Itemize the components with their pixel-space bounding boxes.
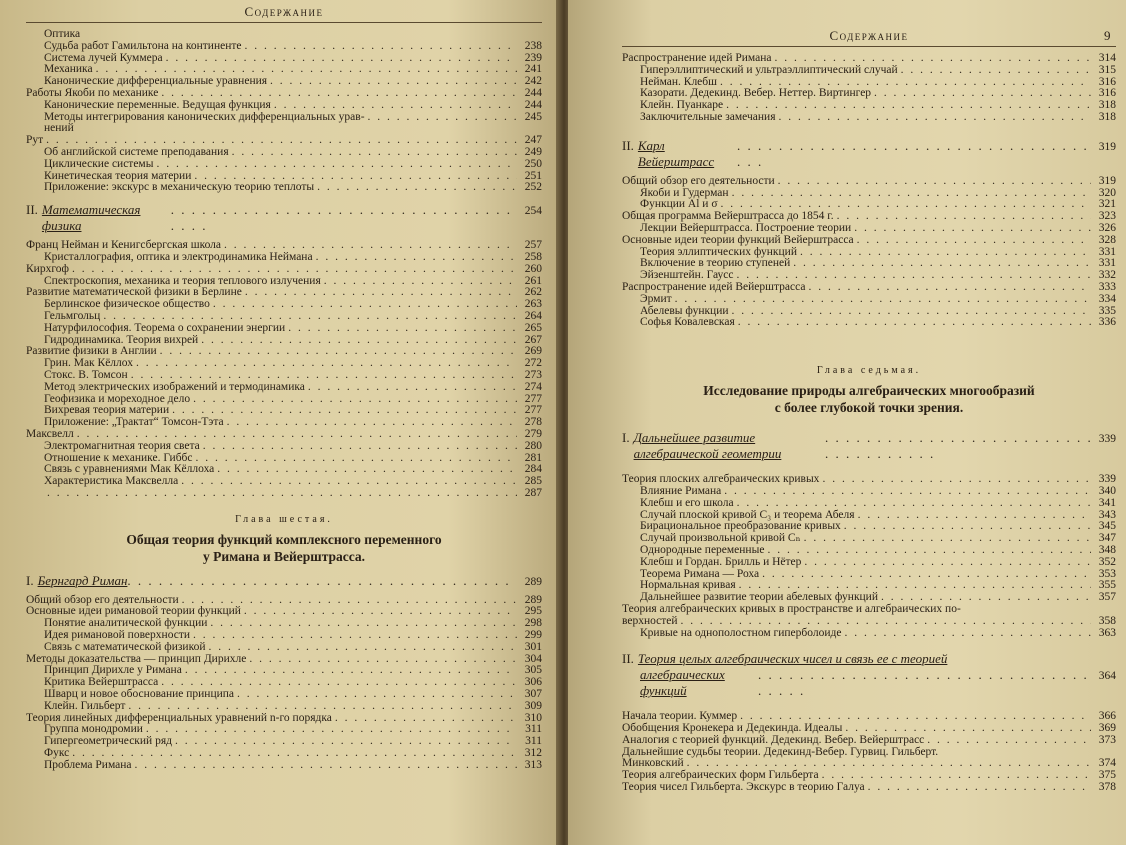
section-title-cont: алгебраических функций [640,667,725,699]
toc-entry-title: Методы интегрирования канонических дифференциальных урав- [44,110,365,123]
chapter-label: Глава шестая. [235,513,333,525]
toc-entry-page: 326 [1098,221,1116,234]
toc-entry-page: 242 [524,75,542,88]
toc-entry [26,417,542,429]
toc-entry-title: Механика [44,63,93,76]
toc-entry-page: 374 [1098,757,1116,770]
section-roman: I. [26,572,34,588]
toc-entry-page: 267 [524,333,542,346]
toc-entry-title: Клейн. Пуанкаре [640,99,724,112]
toc-entry-page: 301 [524,640,542,653]
toc-entry-page: 280 [524,439,542,452]
toc-entry-page: 355 [1098,579,1116,592]
toc-entry-title: Влияние Римана [640,484,722,497]
toc-entry-title: Нормальная кривая [640,579,736,592]
toc-entry-page: 352 [1098,555,1116,568]
toc-entry-page: 265 [524,321,542,334]
toc-entry-page: 241 [524,63,542,76]
toc-entry [26,112,542,124]
toc-entry-title: Электромагнитная теория света [44,439,200,452]
section-roman: II. [26,202,38,218]
toc-entry-title: Абелевы функции [640,304,729,317]
toc-entry [26,147,542,159]
toc-entry-title: Об английской системе преподавания [44,145,229,158]
section-title: Математическая физика [41,202,141,234]
toc-entry-page: 305 [524,664,542,677]
toc-entry-title: Нейман. Клебш [640,75,717,88]
toc-entry-title: Система лучей Куммера [44,51,163,64]
toc-entry-page: 250 [524,157,542,170]
toc-entry-title: верхностей [622,614,678,627]
toc-entry [622,616,1116,628]
toc-entry-page: 375 [1098,769,1116,782]
toc-entry-page: 264 [524,309,542,322]
toc-entry-page: 363 [1098,626,1116,639]
chapter-label: Глава седьмая. [816,365,922,377]
running-head-right [622,28,1116,47]
toc-entry [622,557,1116,569]
toc-entry-title: Вихревая теория материи [44,404,170,417]
toc-entry-title: Теория эллиптических функций [640,245,797,258]
toc-entry-title: Начала теории. Куммер [622,710,738,723]
toc-entry-title: Аналогия с теорией функций. Дедекинд. Вебер. Вейерштрасс [622,733,925,746]
toc-entry-page: 307 [524,688,542,701]
toc-entry-page: 277 [524,392,542,405]
toc-entry-title: Клейн. Гильберт [44,699,126,712]
toc-entry-title: Функции Al и σ [640,198,718,211]
toc-list [622,176,1116,329]
toc-entry-title: Распространение идей Римана [622,52,772,64]
toc-entry-title: Общий обзор его деятельности [26,593,179,606]
toc-entry-page: 295 [524,605,542,618]
toc-entry-title: Группа монодромии [44,723,143,736]
toc-entry [622,486,1116,498]
toc-entry-title: Лекции Вейерштрасса. Построение теории [640,221,852,234]
toc-entry-title: Кинетическая теория материи [44,169,192,182]
toc-entry-page: 345 [1098,520,1116,533]
toc-entry-page: 244 [524,86,542,99]
toc-entry-title: Натурфилософия. Теорема о сохранении энергии [44,321,286,334]
toc-entry-page: 239 [524,51,542,64]
toc-entry-page: 319 [1098,174,1116,187]
toc-entry-page: 284 [524,463,542,476]
toc-entry-page: 316 [1098,75,1116,88]
toc-entry-page: 366 [1098,710,1116,723]
toc-entry-title: Работы Якоби по механике [26,86,159,99]
toc-entry-page: 310 [524,711,542,724]
toc-entry-title: Рут [26,134,44,147]
toc-entry-page: 321 [1098,198,1116,211]
toc-list [622,53,1116,124]
toc-entry-title: Принцип Дирихле у Римана [44,664,182,677]
header-title: Содержание [829,28,909,43]
toc-entry [622,112,1116,124]
toc-entry-page: 369 [1098,722,1116,735]
left-page [0,0,560,845]
toc-entry-page: 263 [524,298,542,311]
toc-entry-title: Критика Вейерштрасса [44,676,159,689]
toc-entry-page: 258 [524,250,542,263]
toc-entry-page: 341 [1098,496,1116,509]
chapter-title: Исследование природы алгебраических многообразий с более глубокой точки зрения. [703,383,1035,416]
toc-entry-title: Заключительные замечания [640,110,776,123]
toc-entry-title: Метод электрических изображений и термодинамика [44,380,305,393]
toc-entry-title: Дальнейшее развитие теории абелевых функций [640,591,878,604]
toc-entry [26,252,542,264]
toc-list [622,711,1116,794]
toc-entry [622,65,1116,77]
toc-entry-page: 358 [1098,614,1116,627]
toc-entry-title: Методы доказательства — принцип Дирихле [26,652,247,665]
toc-entry [622,628,1116,640]
toc-entry-page: 315 [1098,63,1116,76]
toc-entry [26,323,542,335]
toc-entry-title: Франц Нейман и Кенигсбергская школа [26,239,222,252]
toc-entry [622,294,1116,306]
toc-entry-page: 316 [1098,87,1116,100]
toc-entry-page: 339 [1098,473,1116,486]
toc-entry-title: Общий обзор его деятельности [622,174,775,187]
toc-entry-page: 306 [524,676,542,689]
section-heading [26,202,542,234]
toc-entry-title: Фукс [44,747,70,760]
toc-entry [622,176,1116,188]
toc-entry-page: 279 [524,427,542,440]
toc-entry-title: Теория линейных дифференциальных уравнений n-го порядка [26,711,332,724]
toc-entry-page: 353 [1098,567,1116,580]
toc-entry-title: Спектроскопия, механика и теория теплового излучения [44,274,321,287]
toc-entry-title: Бирациональное преобразование кривых [640,520,841,533]
toc-entry-title: Развитие математической физики в Берлине [26,286,242,299]
toc-entry-page: 309 [524,699,542,712]
toc-entry-page: 299 [524,629,542,642]
toc-entry [26,429,542,441]
toc-entry-page: 274 [524,380,542,393]
toc-entry [622,235,1116,247]
toc-entry-title: Кривые на однополостном гиперболоиде [640,626,842,639]
toc-entry-page: 331 [1098,257,1116,270]
page-number: 9 [1104,28,1112,43]
header-title: Содержание [244,4,324,19]
toc-entry-page: 343 [1098,508,1116,521]
toc-entry-page: 238 [524,39,542,52]
toc-entry-title: Судьба работ Гамильтона на континенте [44,39,242,52]
toc-entry-page: 378 [1098,781,1116,794]
toc-entry-page: 332 [1098,269,1116,282]
toc-entry-title: Кристаллография, оптика и электродинамика Неймана [44,250,313,263]
toc-entry-title: Теорема Римана — Роха [640,567,760,580]
toc-entry-page: 347 [1098,532,1116,545]
running-head-left [26,4,542,23]
section-page: 319 [1098,140,1116,153]
toc-entry-page: 245 [524,110,542,123]
toc-entry-page: 247 [524,134,542,147]
toc-entry [26,370,542,382]
right-page [568,0,1126,845]
toc-entry-title: Канонические дифференциальные уравнения [44,75,268,88]
toc-entry-title: Развитие физики в Англии [26,345,157,358]
toc-entry-title: Берлинское физическое общество [44,298,210,311]
toc-list [26,595,542,772]
toc-entry [26,88,542,100]
toc-entry [26,736,542,748]
toc-entry-page: 257 [524,239,542,252]
toc-entry-title: Казорати. Дедекинд. Вебер. Неттер. Виртингер [640,87,872,100]
toc-entry-title: Понятие аналитической функции [44,617,208,630]
toc-entry-title: Стокс. В. Томсон [44,368,128,381]
toc-entry-title: Минковский [622,757,684,770]
toc-entry [26,760,542,772]
toc-entry-page: 334 [1098,292,1116,305]
section-title: Дальнейшее развитие алгебраической геометрии [633,430,782,462]
toc-entry-title: Идея римановой поверхности [44,629,191,642]
section-heading [622,138,1116,170]
toc-entry-title: Включение в теорию ступеней [640,257,791,270]
toc-entry-title: Грин. Мак Кёллох [44,357,133,370]
toc-entry [26,476,542,488]
toc-entry-page: 277 [524,404,542,417]
toc-entry-page: 357 [1098,591,1116,604]
toc-entry [26,182,542,194]
toc-entry-title: Теория плоских алгебраических кривых [622,473,820,486]
toc-entry-title: Общая программа Вейерштрасса до 1854 г. [622,210,834,223]
toc-entry-page: 278 [524,416,542,429]
toc-entry-page: 311 [525,735,542,748]
toc-entry [26,642,542,654]
toc-entry-title: Клебш и его школа [640,496,734,509]
toc-entry-title: Случай плоской кривой C₃ и теорема Абеля [640,508,855,521]
toc-entry [26,382,542,394]
section-page: 339 [1098,433,1116,446]
toc-entry [26,488,542,500]
toc-entry [622,282,1116,294]
toc-entry-title: Проблема Римана [44,758,132,771]
toc-entry-page: 314 [1098,52,1116,64]
toc-entry-page: 298 [524,617,542,630]
section-page: 364 [1098,670,1116,683]
section-page: 289 [524,575,542,588]
toc-entry-page: 289 [524,593,542,606]
toc-entry-page: 331 [1098,245,1116,258]
toc-entry-title: Клебш и Гордан. Брилль и Нётер [640,555,802,568]
toc-entry-title: Приложение: экскурс в механическую теорию теплоты [44,181,315,194]
toc-entry-page: 323 [1098,210,1116,223]
toc-entry-page: 340 [1098,484,1116,497]
section-roman: II. [622,137,634,153]
toc-entry-title: Отношение к механике. Гиббс [44,451,193,464]
toc-entry [622,223,1116,235]
toc-entry [622,604,1116,616]
toc-entry [26,159,542,171]
toc-entry [26,264,542,276]
toc-entry-title: Максвелл [26,427,74,440]
toc-list [622,474,1116,639]
toc-entry-title: Гипергеометрический ряд [44,735,172,748]
toc-entry-title: Связь с уравнениями Мак Кёллоха [44,463,215,476]
toc-entry-page: 336 [1098,316,1116,329]
toc-entry-title: Софья Ковалевская [640,316,735,329]
toc-entry-title: Эрмит [640,292,672,305]
section-roman: I. [622,430,630,446]
toc-entry-title: Однородные переменные [640,543,765,556]
toc-entry-page: 252 [524,181,542,194]
toc-entry-title: Шварц и новое обоснование принципа [44,688,235,701]
toc-entry-title: Обобщения Кронекера и Дедекинда. Идеалы [622,722,843,735]
section-title: Карл Вейерштрасс [637,137,715,169]
toc-entry-title: Оптика [44,28,81,40]
toc-entry-page: 373 [1098,733,1116,746]
section-heading [26,573,542,589]
toc-entry [26,123,542,135]
toc-entry [622,747,1116,759]
toc-entry-title: Гидродинамика. Теория вихрей [44,333,199,346]
section-page: 254 [524,205,542,218]
toc-entry-title: Характеристика Максвелла [44,475,179,488]
toc-entry [622,498,1116,510]
toc-entry [622,735,1116,747]
toc-entry-page: 287 [524,486,542,499]
section-heading [622,651,1116,699]
section-title: Теория целых алгебраических чисел и связь ее с теорией [637,651,948,667]
toc-entry-page: 318 [1098,110,1116,123]
toc-entry-title: Гельмгольц [44,309,101,322]
toc-entry-page: 312 [524,747,542,760]
toc-entry-page: 313 [524,758,542,771]
toc-entry-title: Основные идеи теории функций Вейерштрасса [622,233,854,246]
chapter-title: Общая теория функций комплексного переменного у Римана и Вейерштрасса. [126,531,442,564]
toc-entry [26,100,542,112]
section-roman: II. [622,651,634,667]
toc-entry-page: 244 [524,98,542,111]
toc-entry-title: Приложение: „Трактат“ Томсон-Тэта [44,416,224,429]
toc-entry [622,317,1116,329]
toc-entry-page: 262 [524,286,542,299]
toc-entry-title: Эйзенштейн. Гаусс [640,269,734,282]
toc-entry-title: Кирхгоф [26,262,69,275]
toc-entry-title: Дальнейшие судьбы теории. Дедекинд-Вебер. Гурвиц. Гильберт. [622,745,939,758]
toc-entry-title: Циклические системы [44,157,154,170]
toc-entry-page: 269 [524,345,542,358]
toc-entry [26,701,542,713]
toc-entry-page: 348 [1098,543,1116,556]
toc-entry [622,545,1116,557]
toc-entry-page: 333 [1098,280,1116,293]
toc-list [26,29,542,194]
toc-entry-title: Распространение идей Вейерштрасса [622,280,806,293]
toc-entry-title: Канонические переменные. Ведущая функция [44,98,271,111]
toc-entry-page: 260 [524,262,542,275]
toc-entry-page: 285 [524,475,542,488]
toc-entry-page: 272 [524,357,542,370]
toc-entry-page: 261 [524,274,542,287]
toc-entry-page: 251 [524,169,542,182]
toc-entry-page: 273 [524,368,542,381]
toc-list [26,240,542,488]
toc-entry-title: Теория алгебраических форм Гильберта [622,769,819,782]
toc-entry-title: Якоби и Гудерман [640,186,729,199]
toc-entry-title: Теория чисел Гильберта. Экскурс в теорию Галуа [622,781,865,794]
toc-entry-title: Основные идеи римановой теории функций [26,605,241,618]
toc-entry [26,441,542,453]
toc-entry-page: 249 [524,145,542,158]
toc-entry-page: 335 [1098,304,1116,317]
toc-entry [26,53,542,65]
toc-entry [26,311,542,323]
toc-entry-title: Случай произвольной кривой Cₙ [640,532,801,545]
section-title: Бернгард Риман [37,572,128,588]
toc-entry [26,299,542,311]
toc-entry-page: 304 [524,652,542,665]
toc-entry [26,41,542,53]
toc-entry-title: Связь с математической физикой [44,640,206,653]
toc-entry-page: 318 [1098,99,1116,112]
toc-entry-page: 320 [1098,186,1116,199]
toc-entry [622,782,1116,794]
toc-entry-title: Гиперэллиптический и ультраэллиптический случай [640,63,898,76]
toc-entry-page: 328 [1098,233,1116,246]
toc-entry-title: Теория алгебраических кривых в пространстве и алгебраических по- [622,602,961,615]
section-heading [622,430,1116,462]
toc-entry-page: 311 [525,723,542,736]
toc-entry-title: Геофизика и мореходное дело [44,392,191,405]
toc-entry-title: нений [44,122,74,135]
toc-entry-page: 281 [524,451,542,464]
